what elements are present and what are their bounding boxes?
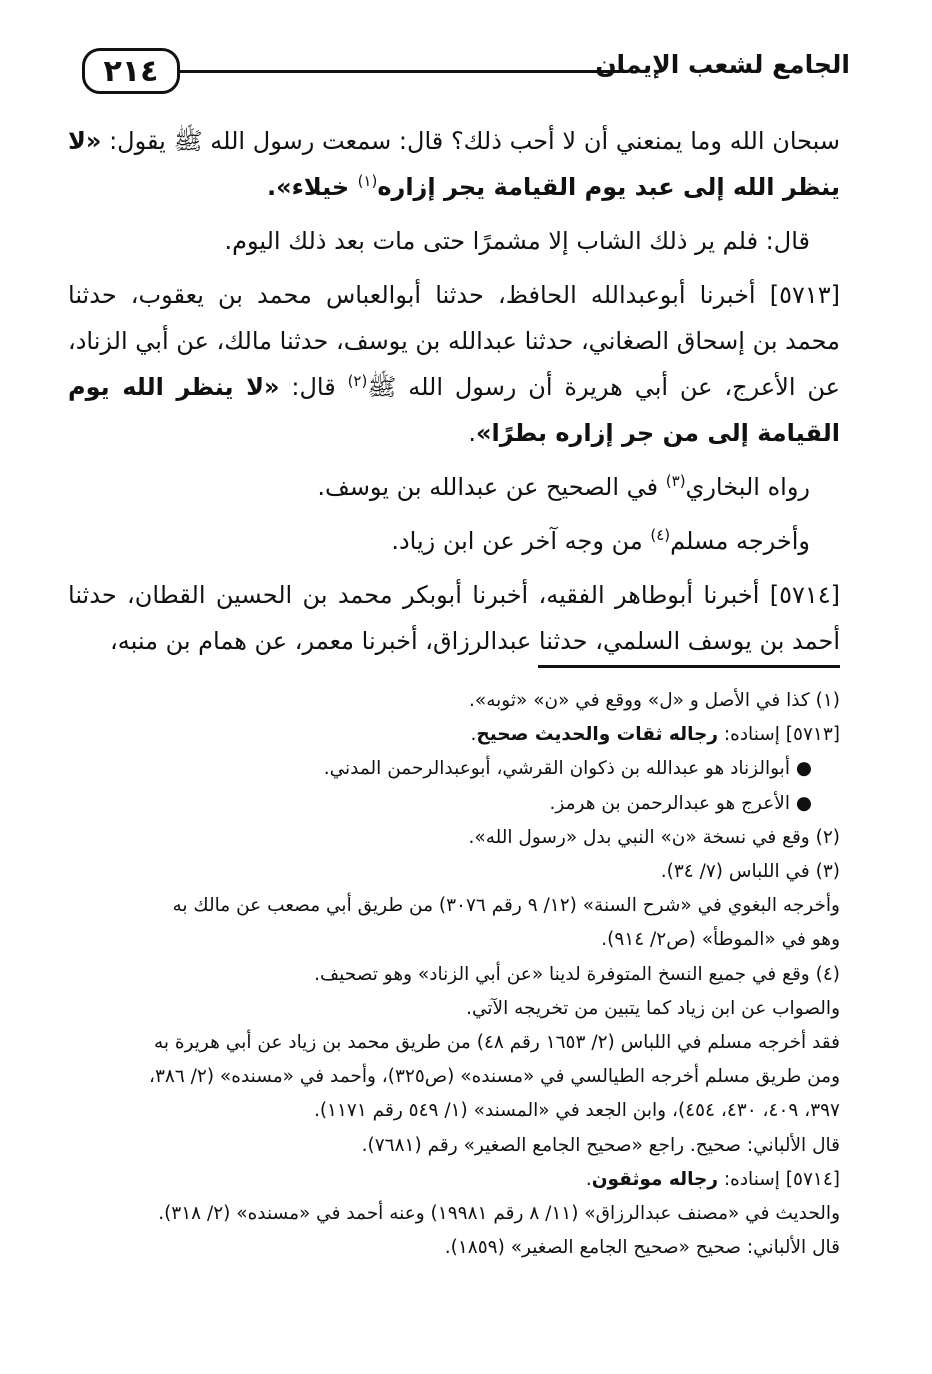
footnote-line: (٢) وقع في نسخة «ن» النبي بدل «رسول الله». <box>468 826 840 848</box>
footnotes <box>68 684 840 1265</box>
footnote-line: (١) كذا في الأصل و «ل» ووقع في «ن» «ثوبه». <box>469 690 840 711</box>
paragraph: [٥٧١٤] أخبرنا أبوطاهر الفقيه، أخبرنا أبوبكر محمد بن الحسين القطان، حدثنا أحمد بن يوسف السلمي، حدثنا عبدالرزاق، أخبرنا معمر، عن همام بن منبه، <box>68 581 840 655</box>
paragraph <box>68 518 840 564</box>
hadith-quote: «لا ينظر الله إلى عبد يوم القيامة يجر إزاره <box>68 127 840 201</box>
hadith-quote: خيلاء». <box>267 173 358 201</box>
footnote-ref: (٢) <box>347 372 368 390</box>
header-rule <box>180 70 620 73</box>
hadith-quote: «لا ينظر الله يوم القيامة إلى من جر إزاره بطرًا» <box>68 373 840 447</box>
grading: رجاله موثقون <box>591 1168 719 1190</box>
paragraph: قال: فلم ير ذلك الشاب إلا مشمرًا حتى مات بعد ذلك اليوم. <box>224 227 810 255</box>
page-number: ٢١٤ <box>82 48 180 94</box>
footnote-line: والصواب عن ابن زياد كما يتبين من تخريجه الآتي. <box>466 997 840 1019</box>
footnote-line: والحديث في «مصنف عبدالرزاق» (١١/ ٨ رقم ١٩٩٨١) وعنه أحمد في «مسنده» (٢/ ٣١٨). <box>158 1203 840 1225</box>
grading: رجاله ثقات والحديث صحيح <box>476 724 719 746</box>
footnote-ref: (٣) <box>665 472 686 490</box>
footnote-line: ٣٩٧، ٤٠٩، ٤٣٠، ٤٥٤)، وابن الجعد في «المسند» (١/ ٥٤٩ رقم ١١٧١). <box>313 1100 840 1122</box>
text-run: في الصحيح عن عبدالله بن يوسف. <box>317 473 666 501</box>
text-run: . <box>585 1168 592 1190</box>
footnote-line: ومن طريق مسلم أخرجه الطيالسي في «مسنده» (ص٣٢٥)، وأحمد في «مسنده» (٢/ ٣٨٦، <box>148 1066 840 1088</box>
footnote-line: وأخرجه البغوي في «شرح السنة» (١٢/ ٩ رقم ٣٠٧٦) من طريق أبي مصعب عن مالك به <box>172 895 840 917</box>
footnote-line: (٤) وقع في جميع النسخ المتوفرة لدينا «عن أبي الزناد» وهو تصحيف. <box>314 963 840 985</box>
text-run: . <box>468 419 476 447</box>
footnote-line <box>68 718 840 752</box>
text-run: من وجه آخر عن ابن زياد. <box>391 527 651 555</box>
footnote-line: قال الألباني: صحيح «صحيح الجامع الصغير» (١٨٥٩). <box>444 1237 840 1259</box>
paragraph <box>68 272 840 456</box>
main-text <box>68 118 840 672</box>
text-run: وأخرجه مسلم <box>670 527 810 555</box>
text-run: [٥٧١٤] إسناده: <box>718 1168 840 1190</box>
footnote-ref: (١) <box>357 172 378 190</box>
footnote-ref: (٤) <box>650 526 671 544</box>
text-run: [٥٧١٣] أخبرنا أبوعبدالله الحافظ، حدثنا أبوالعباس محمد بن يعقوب، حدثنا محمد بن إسحاق الصغاني، حدثنا عبدالله بن يوسف، حدثنا مالك، عن أبي الزناد، عن الأعرج، عن أبي هريرة أن رسول الله ﷺ <box>68 281 840 401</box>
footnote-line: ● أبوالزناد هو عبدالله بن ذكوان القرشي، أبوعبدالرحمن المدني. <box>323 758 812 780</box>
text-run: قال: <box>279 373 348 401</box>
text-run: . <box>470 724 477 746</box>
footnote-line: (٣) في اللباس (٧/ ٣٤). <box>660 861 840 883</box>
footnote-separator <box>538 665 840 668</box>
footnote-line: قال الألباني: صحيح. راجع «صحيح الجامع الصغير» رقم (٧٦٨١). <box>361 1134 840 1156</box>
text-run: رواه البخاري <box>685 473 810 501</box>
footnote-line: وهو في «الموطأ» (ص٢/ ٩١٤). <box>601 929 840 951</box>
footnote-line <box>68 1163 840 1197</box>
paragraph <box>68 464 840 510</box>
paragraph <box>68 118 840 210</box>
text-run: سبحان الله وما يمنعني أن لا أحب ذلك؟ قال: سمعت رسول الله ﷺ يقول: <box>101 127 840 155</box>
text-run: [٥٧١٣] إسناده: <box>718 724 840 746</box>
running-title: الجامع لشعب الإيمان <box>595 50 850 79</box>
footnote-line: ● الأعرج هو عبدالرحمن بن هرمز. <box>549 792 812 814</box>
page-header <box>60 42 850 100</box>
footnote-line: فقد أخرجه مسلم في اللباس (٢/ ١٦٥٣ رقم ٤٨) من طريق محمد بن زياد عن أبي هريرة به <box>153 1032 840 1054</box>
